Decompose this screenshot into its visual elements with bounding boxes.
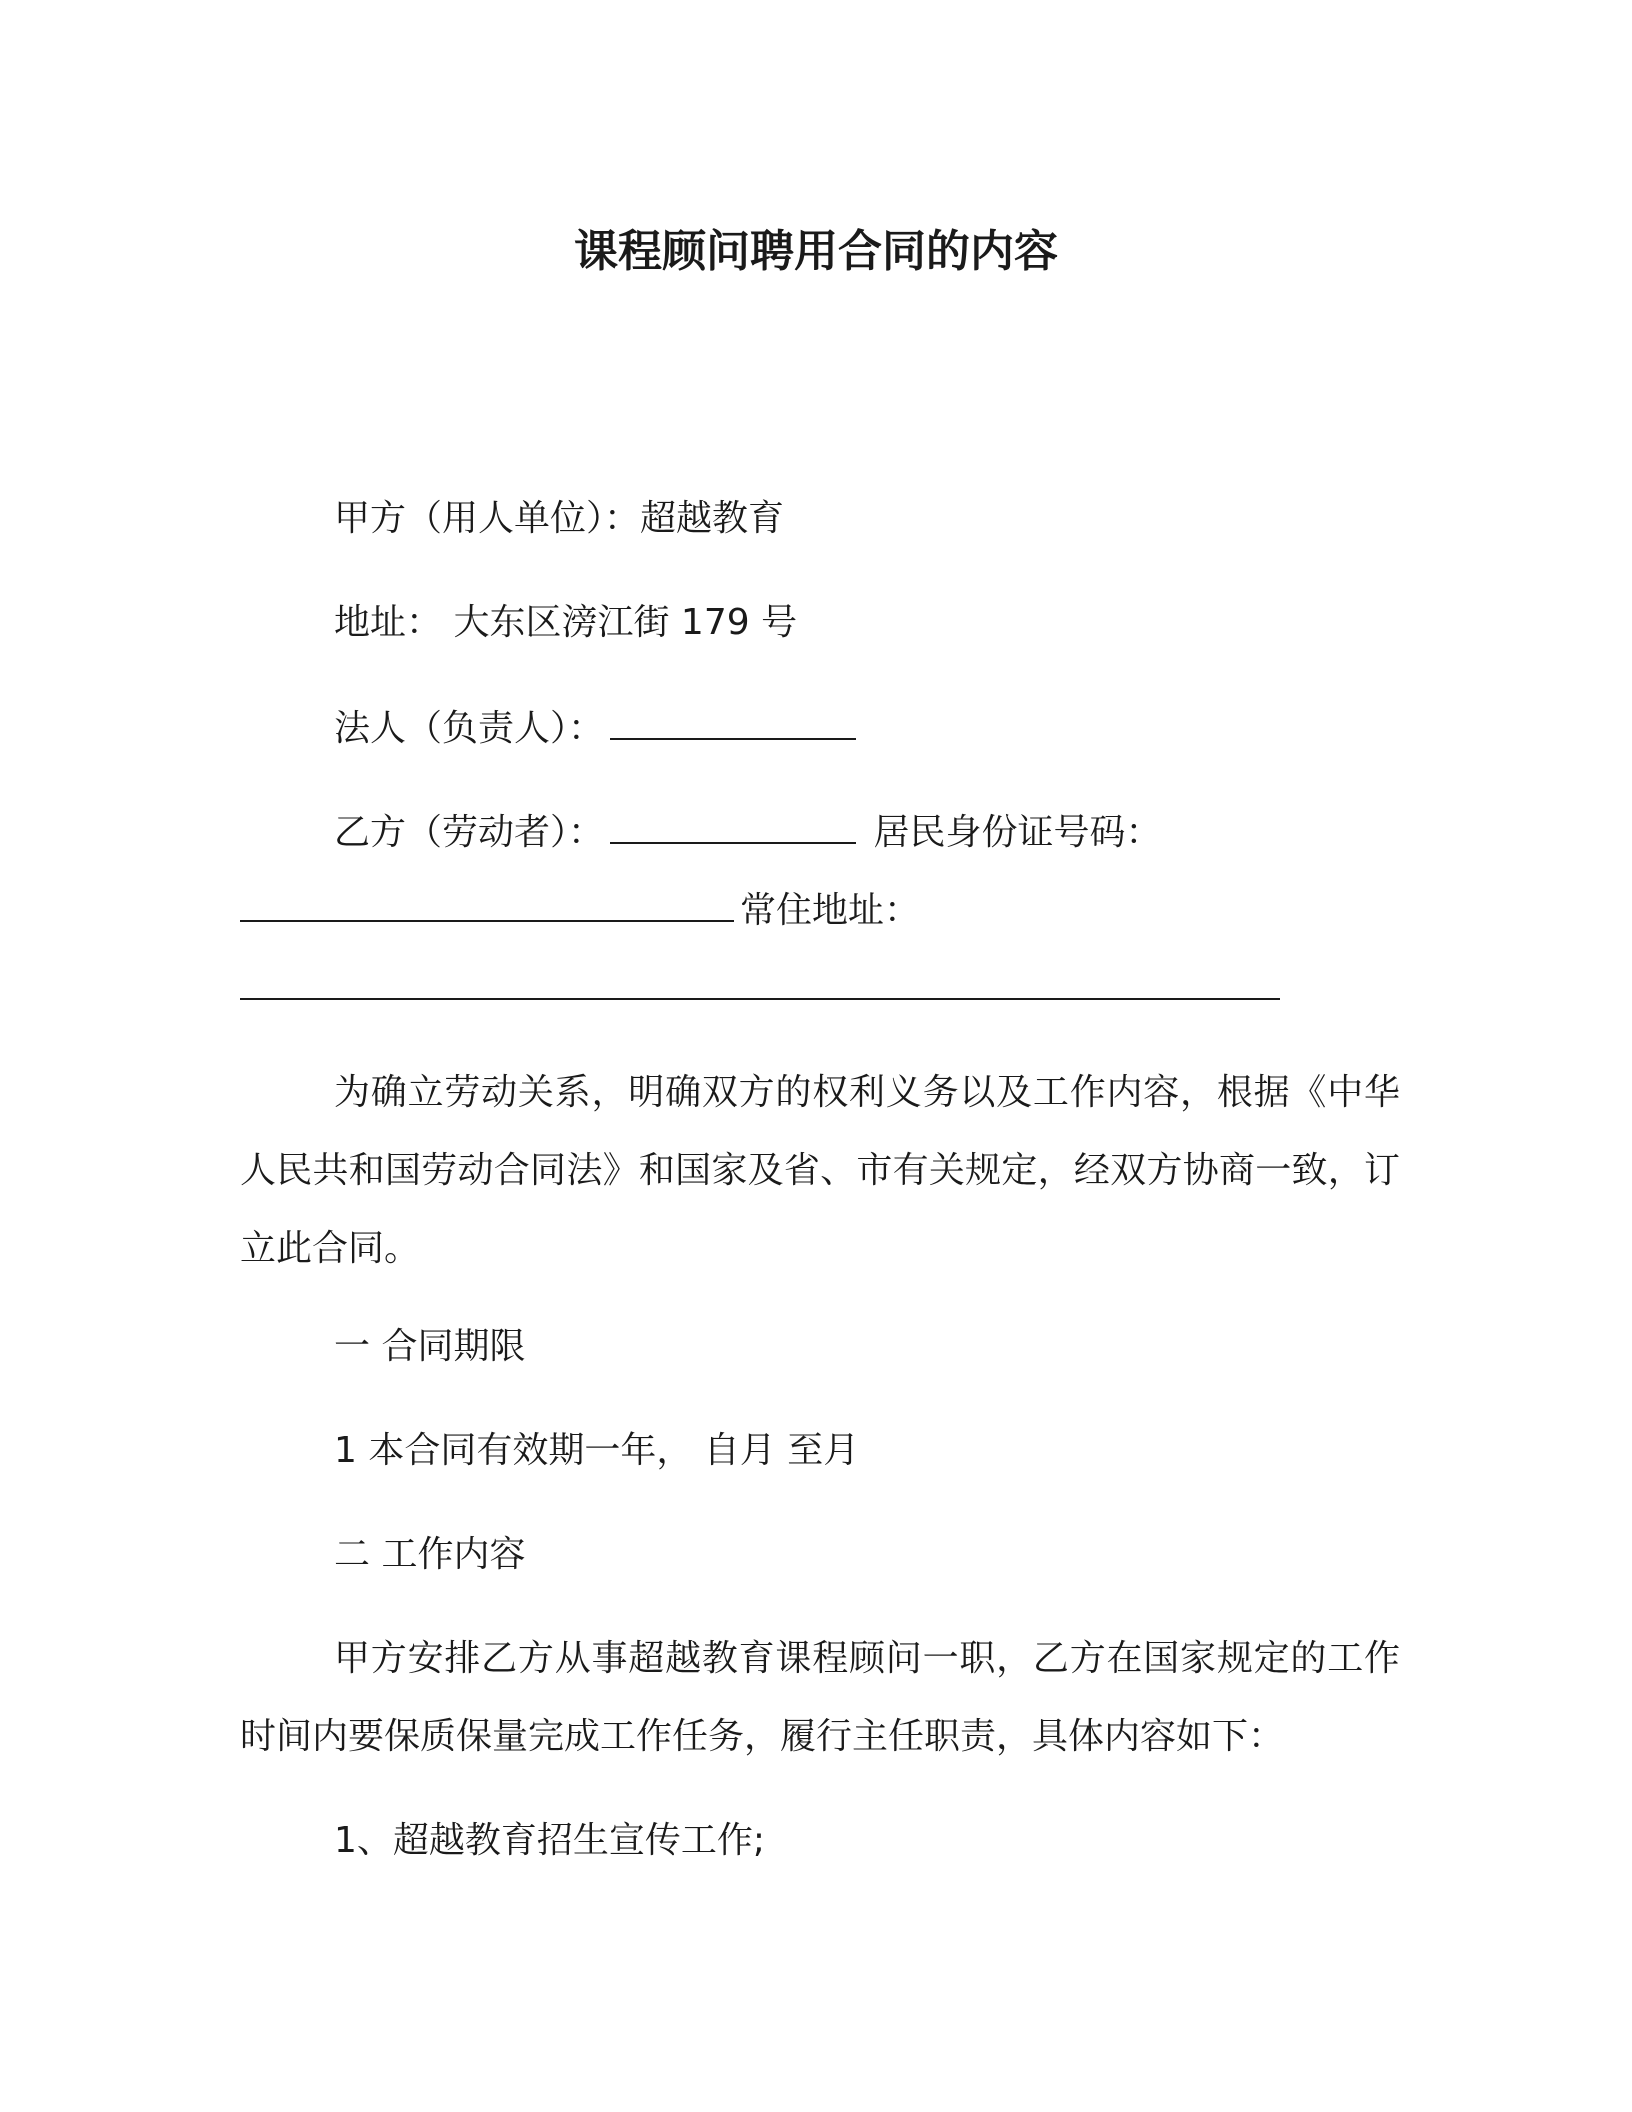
legal-rep-label: 法人（负责人）： (334, 708, 605, 749)
address-label: 地址： (334, 602, 443, 643)
residence-line (240, 962, 1286, 1014)
section-2-heading: 二 工作内容 (334, 1534, 526, 1575)
document-title: 课程顾问聘用合同的内容 (574, 226, 1058, 277)
id-number-line (240, 884, 920, 936)
party-a-label: 甲方（用人单位）： (334, 498, 641, 539)
intro-paragraph: 为确立劳动关系，明确双方的权利义务以及工作内容，根据《中华人民共和国劳动合同法》和国家及省、市有关规定，经双方协商一致，订立此合同。 (240, 1072, 1400, 1269)
residence-blank (240, 962, 1280, 1000)
section-1-item-1: 1 本合同有效期一年， 自月 至月 (334, 1430, 860, 1471)
id-number-label: 居民身份证号码： (873, 812, 1162, 853)
residence-label: 常住地址： (740, 890, 921, 931)
legal-rep-blank (610, 702, 856, 740)
section-2-paragraph: 甲方安排乙方从事超越教育课程顾问一职，乙方在国家规定的工作时间内要保质保量完成工作任务，履行主任职责，具体内容如下： (240, 1638, 1400, 1757)
party-b-label: 乙方（劳动者）： (334, 812, 605, 853)
section-2-item-1: 1、超越教育招生宣传工作; (334, 1820, 766, 1861)
id-number-blank (240, 884, 734, 922)
party-b-name-blank (610, 806, 856, 844)
address-value: 大东区滂江街 179 号 (453, 602, 798, 643)
party-a-value: 超越教育 (640, 498, 785, 539)
party-a-line (334, 494, 784, 544)
party-b-line (334, 806, 1161, 858)
legal-rep-line (334, 702, 862, 754)
address-line (334, 598, 797, 648)
section-1-heading: 一 合同期限 (334, 1326, 526, 1367)
